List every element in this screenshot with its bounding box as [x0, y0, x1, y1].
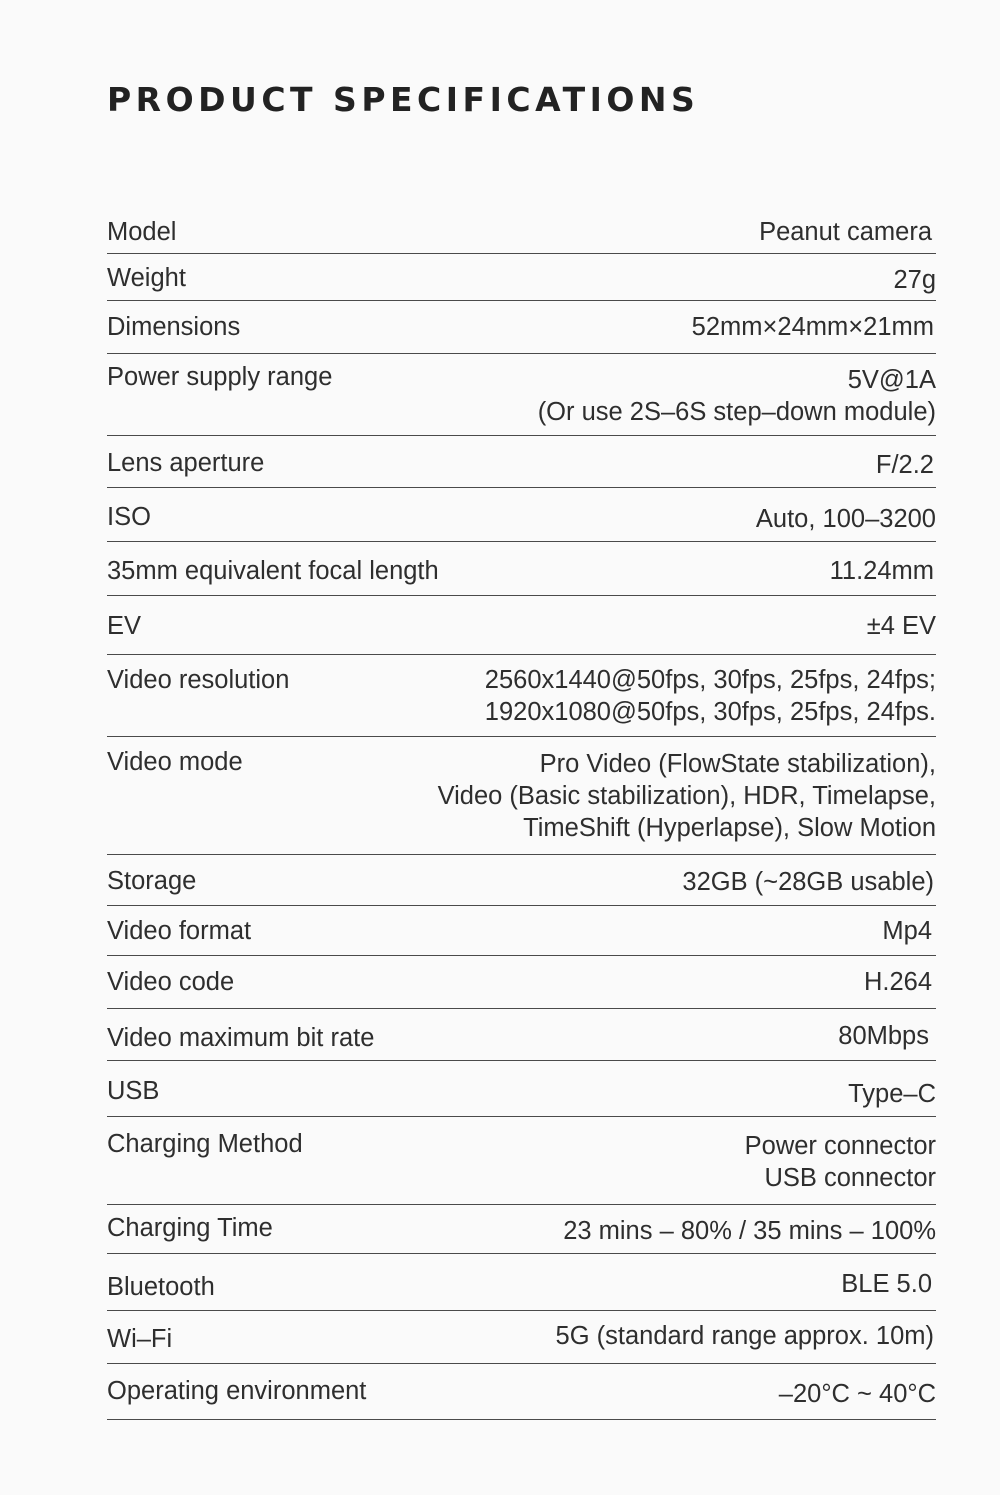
spec-label: Video resolution — [107, 666, 290, 694]
spec-row — [107, 1020, 936, 1061]
spec-value — [438, 748, 936, 844]
spec-row — [107, 216, 936, 254]
spec-value — [838, 1020, 929, 1052]
spec-value-line: ±4 EV — [866, 612, 936, 640]
spec-value-line: 5V@1A — [847, 366, 936, 394]
spec-value-line: H.264 — [863, 968, 932, 996]
spec-value-line: 32GB (~28GB usable) — [682, 868, 934, 896]
spec-row — [107, 447, 936, 488]
spec-label: Model — [107, 218, 177, 246]
spec-row — [107, 1128, 936, 1205]
spec-label: USB — [107, 1077, 160, 1105]
spec-value — [841, 1268, 932, 1300]
spec-value-line: (Or use 2S–6S step–down module) — [537, 398, 936, 426]
spec-value — [759, 216, 932, 248]
spec-value — [864, 966, 932, 998]
spec-label: ISO — [107, 503, 151, 531]
spec-label: EV — [107, 612, 142, 640]
spec-value-line: 80Mbps — [838, 1022, 929, 1050]
spec-label: Video maximum bit rate — [107, 1024, 375, 1052]
spec-label: Storage — [107, 867, 197, 895]
spec-label: Dimensions — [107, 313, 241, 341]
spec-label: Charging Time — [107, 1214, 273, 1242]
spec-label: Video format — [107, 917, 252, 945]
spec-label: Video code — [107, 968, 235, 996]
spec-value-line: BLE 5.0 — [841, 1270, 932, 1298]
spec-value-line: Type–C — [848, 1080, 936, 1108]
spec-value — [682, 866, 934, 898]
spec-value-line: 11.24mm — [829, 557, 934, 585]
spec-value — [882, 915, 932, 947]
spec-value-line: –20°C ~ 40°C — [778, 1380, 936, 1408]
spec-row — [107, 664, 936, 737]
spec-value-line: Mp4 — [882, 917, 932, 945]
spec-value — [867, 610, 936, 642]
spec-value — [563, 1215, 936, 1247]
spec-row — [107, 1268, 936, 1311]
spec-value — [485, 664, 936, 728]
spec-row — [107, 501, 936, 542]
spec-value-line: Pro Video (FlowState stabilization), — [539, 750, 936, 778]
spec-row — [107, 1075, 936, 1117]
spec-row — [107, 610, 936, 655]
spec-value-line: 2560x1440@50fps, 30fps, 25fps, 24fps; — [484, 666, 936, 694]
spec-row — [107, 311, 936, 354]
spec-row — [107, 262, 936, 301]
spec-row — [107, 746, 936, 855]
spec-value — [876, 449, 934, 481]
spec-label: Weight — [107, 264, 186, 292]
spec-value-line: Power connector — [744, 1132, 936, 1160]
spec-value-line: USB connector — [764, 1164, 936, 1192]
spec-value — [745, 1130, 936, 1194]
spec-value-line: 52mm×24mm×21mm — [691, 313, 934, 341]
spec-label: Bluetooth — [107, 1273, 215, 1301]
spec-value — [756, 503, 936, 535]
spec-row — [107, 555, 936, 596]
spec-row — [107, 1212, 936, 1254]
spec-row — [107, 865, 936, 906]
spec-value — [893, 264, 936, 296]
spec-value-line: 23 mins – 80% / 35 mins – 100% — [563, 1217, 936, 1245]
spec-label: Video mode — [107, 748, 243, 776]
spec-value — [538, 364, 936, 428]
spec-row — [107, 915, 936, 956]
spec-label: Wi–Fi — [107, 1325, 173, 1353]
spec-value-line: Auto, 100–3200 — [755, 505, 936, 533]
spec-value — [692, 311, 934, 343]
spec-value — [779, 1378, 936, 1410]
spec-label: Lens aperture — [107, 449, 265, 477]
spec-value-line: TimeShift (Hyperlapse), Slow Motion — [523, 814, 936, 842]
spec-value-line: Video (Basic stabilization), HDR, Timelapse, — [437, 782, 936, 810]
spec-value — [848, 1078, 936, 1110]
spec-row — [107, 1378, 936, 1420]
page-title: PRODUCT SPECIFICATIONS — [107, 80, 700, 119]
spec-value-line: 1920x1080@50fps, 30fps, 25fps, 24fps. — [484, 698, 936, 726]
spec-value — [830, 555, 934, 587]
spec-row — [107, 1320, 936, 1364]
spec-value-line: F/2.2 — [875, 451, 934, 479]
spec-value-line: Peanut camera — [759, 218, 932, 246]
spec-label: Operating environment — [107, 1377, 367, 1405]
spec-value-line: 27g — [893, 266, 936, 294]
spec-row — [107, 966, 936, 1009]
spec-label: Charging Method — [107, 1130, 303, 1158]
spec-value — [556, 1320, 934, 1352]
spec-value-line: 5G (standard range approx. 10m) — [555, 1322, 934, 1350]
spec-row — [107, 361, 936, 436]
spec-label: Power supply range — [107, 363, 333, 391]
spec-label: 35mm equivalent focal length — [107, 557, 439, 585]
